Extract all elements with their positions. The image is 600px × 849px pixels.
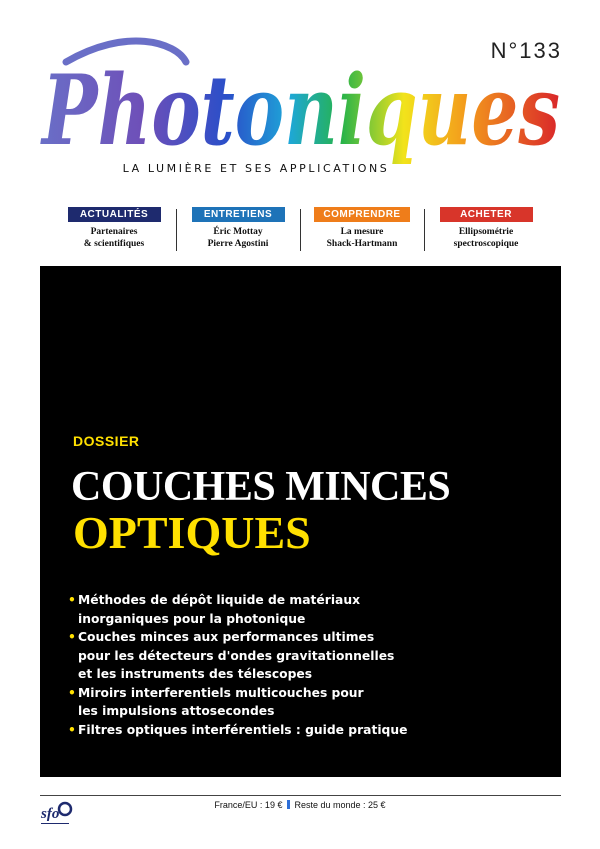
price-line bbox=[0, 800, 600, 810]
bullet-icon: • bbox=[68, 722, 76, 737]
price-world: Reste du monde : 25 € bbox=[294, 800, 386, 810]
footer-divider bbox=[40, 795, 561, 796]
separator-icon bbox=[287, 800, 290, 809]
section-entretiens[interactable] bbox=[176, 207, 300, 255]
article-title: Miroirs interferentiels multicouches pour les impulsions attosecondes bbox=[78, 685, 364, 718]
list-item[interactable] bbox=[68, 628, 407, 684]
section-badge: ACTUALITÉS bbox=[68, 207, 161, 222]
section-teaser-text: Partenaires & scientifiques bbox=[83, 227, 145, 249]
tagline: LA LUMIÈRE ET SES APPLICATIONS bbox=[122, 162, 390, 175]
section-teaser-text: La mesure Shack-Hartmann bbox=[326, 227, 398, 249]
section-actualites[interactable] bbox=[52, 207, 176, 255]
article-title: Méthodes de dépôt liquide de matériaux inorganiques pour la photonique bbox=[78, 593, 361, 626]
dossier-article-list bbox=[68, 591, 407, 739]
list-item[interactable] bbox=[68, 684, 407, 721]
dossier-panel bbox=[40, 266, 561, 777]
section-comprendre[interactable] bbox=[300, 207, 424, 255]
article-title: Filtres optiques interférentiels : guide pratique bbox=[78, 722, 408, 737]
dossier-kicker: DOSSIER bbox=[73, 433, 140, 449]
section-badge: COMPRENDRE bbox=[314, 207, 409, 222]
list-item[interactable] bbox=[68, 721, 407, 740]
price-france: France/EU : 19 € bbox=[214, 800, 283, 810]
section-teaser-text: Ellipsométrie spectroscopique bbox=[453, 227, 519, 249]
section-acheter[interactable] bbox=[424, 207, 548, 255]
issue-number: N°133 bbox=[490, 38, 562, 63]
dossier-title-line1: COUCHES MINCES bbox=[71, 464, 451, 510]
photoniques-logo bbox=[36, 32, 566, 167]
list-item[interactable] bbox=[68, 591, 407, 628]
bullet-icon: • bbox=[68, 593, 76, 607]
section-badge: ACHETER bbox=[440, 207, 533, 222]
bullet-icon: • bbox=[68, 630, 76, 644]
section-badge: ENTRETIENS bbox=[192, 207, 285, 222]
article-title: Couches minces aux performances ultimes pour les détecteurs d'ondes gravitationnelles et les instruments des télescopes bbox=[78, 630, 395, 681]
sfo-logo-text: sfo bbox=[41, 806, 60, 822]
dossier-title-line2: OPTIQUES bbox=[73, 507, 311, 558]
section-teaser-text: Éric Mottay Pierre Agostini bbox=[207, 227, 269, 249]
bullet-icon: • bbox=[68, 685, 76, 700]
section-teasers bbox=[52, 207, 548, 255]
logo-wordmark: Photoniques bbox=[39, 54, 560, 167]
